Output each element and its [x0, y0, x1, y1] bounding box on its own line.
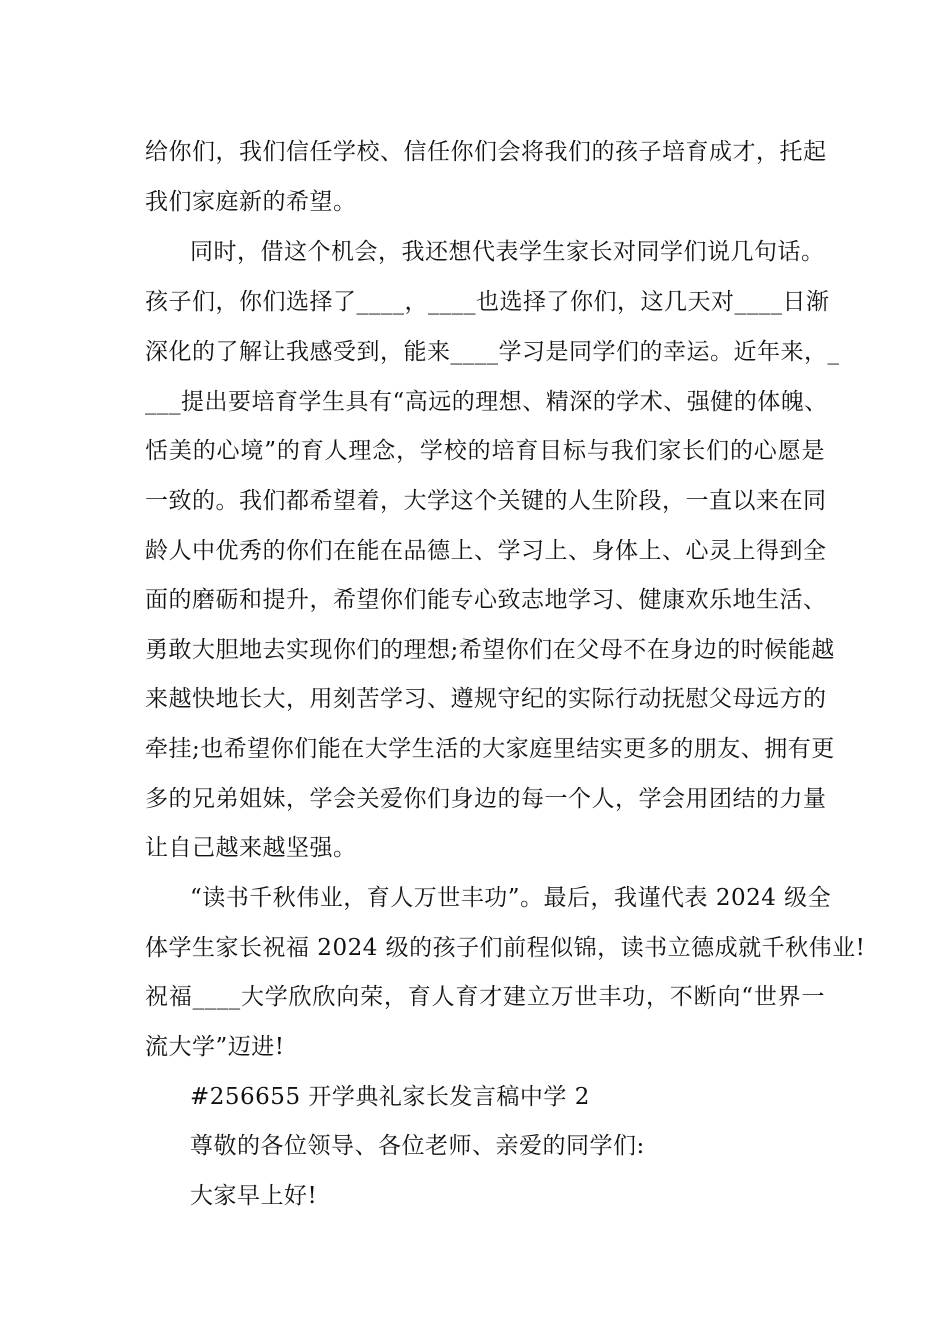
paragraph-line: 给你们，我们信任学校、信任你们会将我们的孩子培育成才，托起: [145, 139, 827, 165]
paragraph-line: 恬美的心境”的育人理念，学校的培育目标与我们家长们的心愿是: [145, 438, 825, 464]
paragraph-line: “读书千秋伟业，育人万世丰功”。最后，我谨代表 2024 级全: [190, 885, 832, 911]
salutation: 尊敬的各位领导、各位老师、亲爱的同学们:: [190, 1133, 645, 1159]
paragraph-line: 多的兄弟姐妹，学会关爱你们身边的每一个人，学会用团结的力量: [145, 786, 827, 812]
paragraph-line: 同时，借这个机会，我还想代表学生家长对同学们说几句话。: [190, 239, 825, 265]
paragraph-line: 体学生家长祝福 2024 级的孩子们前程似锦，读书立德成就千秋伟业!: [145, 935, 866, 961]
paragraph-line: 牵挂;也希望你们能在大学生活的大家庭里结实更多的朋友、拥有更: [145, 736, 835, 762]
paragraph-line: 让自己越来越坚强。: [145, 835, 357, 861]
greeting: 大家早上好!: [190, 1183, 318, 1209]
paragraph-line: 一致的。我们都希望着，大学这个关键的人生阶段，一直以来在同: [145, 488, 827, 514]
paragraph-line: ___提出要培育学生具有“高远的理想、精深的学术、强健的体魄、: [145, 389, 828, 415]
paragraph-line: 来越快地长大，用刻苦学习、遵规守纪的实际行动抚慰父母远方的: [145, 686, 827, 712]
paragraph-line: 勇敢大胆地去实现你们的理想;希望你们在父母不在身边的时候能越: [145, 637, 835, 663]
paragraph-line: 流大学”迈进!: [145, 1034, 285, 1060]
paragraph-line: 龄人中优秀的你们在能在品德上、学习上、身体上、心灵上得到全: [145, 538, 827, 564]
paragraph-line: 孩子们，你们选择了____，____也选择了你们，这几天对____日渐: [145, 289, 830, 315]
paragraph-line: 祝福____大学欣欣向荣，育人育才建立万世丰功，不断向“世界一: [145, 984, 825, 1010]
section-heading: #256655 开学典礼家长发言稿中学 2: [190, 1084, 590, 1110]
paragraph-line: 我们家庭新的希望。: [145, 189, 357, 215]
paragraph-line: 深化的了解让我感受到，能来____学习是同学们的幸运。近年来，_: [145, 339, 840, 365]
paragraph-line: 面的磨砺和提升，希望你们能专心致志地学习、健康欢乐地生活、: [145, 587, 827, 613]
